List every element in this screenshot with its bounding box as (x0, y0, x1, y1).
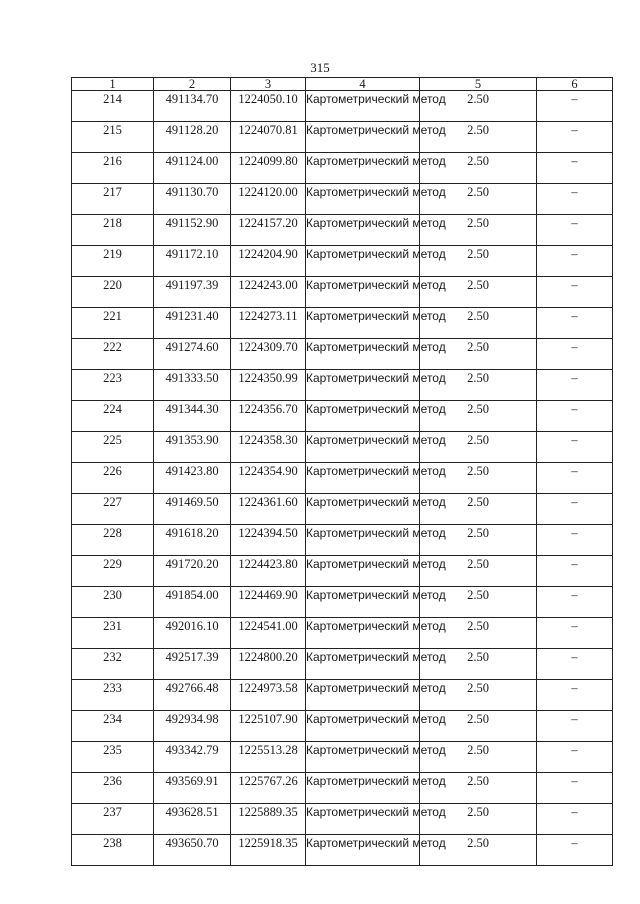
x-coordinate-cell: 491469.50 (154, 494, 231, 525)
column-header-3: 3 (231, 78, 306, 91)
y-coordinate-cell: 1224050.10 (231, 91, 306, 122)
precision-cell: 2.50 (420, 773, 537, 804)
x-coordinate-cell: 491333.50 (154, 370, 231, 401)
column-header-6: 6 (537, 78, 613, 91)
table-row (72, 773, 613, 804)
x-coordinate-cell: 491353.90 (154, 432, 231, 463)
note-cell: – (537, 742, 613, 773)
precision-cell: 2.50 (420, 680, 537, 711)
table-row (72, 649, 613, 680)
method-cell: Картометрический метод (306, 618, 420, 649)
point-number-cell: 228 (72, 525, 154, 556)
x-coordinate-cell: 491423.80 (154, 463, 231, 494)
x-coordinate-cell: 491128.20 (154, 122, 231, 153)
precision-cell: 2.50 (420, 370, 537, 401)
point-number-cell: 233 (72, 680, 154, 711)
table-row (72, 277, 613, 308)
x-coordinate-cell: 491854.00 (154, 587, 231, 618)
note-cell: – (537, 432, 613, 463)
table-row (72, 91, 613, 122)
point-number-cell: 218 (72, 215, 154, 246)
table-row (72, 432, 613, 463)
point-number-cell: 221 (72, 308, 154, 339)
y-coordinate-cell: 1224350.99 (231, 370, 306, 401)
point-number-cell: 235 (72, 742, 154, 773)
note-cell: – (537, 804, 613, 835)
precision-cell: 2.50 (420, 246, 537, 277)
method-cell: Картометрический метод (306, 401, 420, 432)
point-number-cell: 222 (72, 339, 154, 370)
method-cell: Картометрический метод (306, 91, 420, 122)
point-number-cell: 232 (72, 649, 154, 680)
point-number-cell: 231 (72, 618, 154, 649)
precision-cell: 2.50 (420, 742, 537, 773)
table-row (72, 463, 613, 494)
x-coordinate-cell: 492016.10 (154, 618, 231, 649)
x-coordinate-cell: 492517.39 (154, 649, 231, 680)
x-coordinate-cell: 492766.48 (154, 680, 231, 711)
method-cell: Картометрический метод (306, 339, 420, 370)
y-coordinate-cell: 1225513.28 (231, 742, 306, 773)
method-cell: Картометрический метод (306, 215, 420, 246)
note-cell: – (537, 556, 613, 587)
method-cell: Картометрический метод (306, 308, 420, 339)
table-row (72, 556, 613, 587)
x-coordinate-cell: 491231.40 (154, 308, 231, 339)
table-row (72, 804, 613, 835)
method-cell: Картометрический метод (306, 184, 420, 215)
precision-cell: 2.50 (420, 215, 537, 246)
precision-cell: 2.50 (420, 649, 537, 680)
table-row (72, 680, 613, 711)
x-coordinate-cell: 491618.20 (154, 525, 231, 556)
point-number-cell: 215 (72, 122, 154, 153)
x-coordinate-cell: 493628.51 (154, 804, 231, 835)
precision-cell: 2.50 (420, 556, 537, 587)
y-coordinate-cell: 1224309.70 (231, 339, 306, 370)
x-coordinate-cell: 491197.39 (154, 277, 231, 308)
y-coordinate-cell: 1224541.00 (231, 618, 306, 649)
y-coordinate-cell: 1224120.00 (231, 184, 306, 215)
y-coordinate-cell: 1224354.90 (231, 463, 306, 494)
precision-cell: 2.50 (420, 587, 537, 618)
table-row (72, 246, 613, 277)
x-coordinate-cell: 493342.79 (154, 742, 231, 773)
x-coordinate-cell: 492934.98 (154, 711, 231, 742)
note-cell: – (537, 494, 613, 525)
precision-cell: 2.50 (420, 525, 537, 556)
point-number-cell: 238 (72, 835, 154, 866)
point-number-cell: 216 (72, 153, 154, 184)
column-header-2: 2 (154, 78, 231, 91)
precision-cell: 2.50 (420, 804, 537, 835)
table-row (72, 494, 613, 525)
y-coordinate-cell: 1224243.00 (231, 277, 306, 308)
point-number-cell: 223 (72, 370, 154, 401)
method-cell: Картометрический метод (306, 122, 420, 153)
y-coordinate-cell: 1224423.80 (231, 556, 306, 587)
note-cell: – (537, 91, 613, 122)
y-coordinate-cell: 1224356.70 (231, 401, 306, 432)
method-cell: Картометрический метод (306, 525, 420, 556)
point-number-cell: 217 (72, 184, 154, 215)
method-cell: Картометрический метод (306, 587, 420, 618)
method-cell: Картометрический метод (306, 804, 420, 835)
note-cell: – (537, 587, 613, 618)
table-row (72, 153, 613, 184)
method-cell: Картометрический метод (306, 432, 420, 463)
y-coordinate-cell: 1225889.35 (231, 804, 306, 835)
table-row (72, 742, 613, 773)
table-row (72, 711, 613, 742)
precision-cell: 2.50 (420, 339, 537, 370)
note-cell: – (537, 122, 613, 153)
table-row (72, 370, 613, 401)
x-coordinate-cell: 491344.30 (154, 401, 231, 432)
point-number-cell: 237 (72, 804, 154, 835)
method-cell: Картометрический метод (306, 680, 420, 711)
precision-cell: 2.50 (420, 835, 537, 866)
y-coordinate-cell: 1225767.26 (231, 773, 306, 804)
precision-cell: 2.50 (420, 401, 537, 432)
precision-cell: 2.50 (420, 277, 537, 308)
column-header-5: 5 (420, 78, 537, 91)
y-coordinate-cell: 1224070.81 (231, 122, 306, 153)
note-cell: – (537, 277, 613, 308)
header-row (72, 78, 613, 91)
point-number-cell: 234 (72, 711, 154, 742)
note-cell: – (537, 308, 613, 339)
precision-cell: 2.50 (420, 153, 537, 184)
note-cell: – (537, 153, 613, 184)
table-row (72, 587, 613, 618)
note-cell: – (537, 525, 613, 556)
y-coordinate-cell: 1224469.90 (231, 587, 306, 618)
note-cell: – (537, 339, 613, 370)
table-row (72, 339, 613, 370)
x-coordinate-cell: 491172.10 (154, 246, 231, 277)
note-cell: – (537, 370, 613, 401)
note-cell: – (537, 184, 613, 215)
precision-cell: 2.50 (420, 432, 537, 463)
precision-cell: 2.50 (420, 91, 537, 122)
point-number-cell: 225 (72, 432, 154, 463)
x-coordinate-cell: 491124.00 (154, 153, 231, 184)
table-row (72, 525, 613, 556)
column-header-4: 4 (306, 78, 420, 91)
x-coordinate-cell: 491720.20 (154, 556, 231, 587)
table-row (72, 835, 613, 866)
point-number-cell: 219 (72, 246, 154, 277)
y-coordinate-cell: 1224394.50 (231, 525, 306, 556)
method-cell: Картометрический метод (306, 246, 420, 277)
method-cell: Картометрический метод (306, 494, 420, 525)
y-coordinate-cell: 1225107.90 (231, 711, 306, 742)
x-coordinate-cell: 491274.60 (154, 339, 231, 370)
table-row (72, 401, 613, 432)
page-number: 315 (310, 60, 330, 75)
table-row (72, 308, 613, 339)
point-number-cell: 224 (72, 401, 154, 432)
precision-cell: 2.50 (420, 618, 537, 649)
x-coordinate-cell: 491130.70 (154, 184, 231, 215)
point-number-cell: 220 (72, 277, 154, 308)
note-cell: – (537, 618, 613, 649)
method-cell: Картометрический метод (306, 835, 420, 866)
method-cell: Картометрический метод (306, 463, 420, 494)
coordinates-table (71, 77, 613, 866)
method-cell: Картометрический метод (306, 773, 420, 804)
point-number-cell: 214 (72, 91, 154, 122)
method-cell: Картометрический метод (306, 556, 420, 587)
y-coordinate-cell: 1224361.60 (231, 494, 306, 525)
method-cell: Картометрический метод (306, 711, 420, 742)
note-cell: – (537, 773, 613, 804)
note-cell: – (537, 680, 613, 711)
column-header-1: 1 (72, 78, 154, 91)
note-cell: – (537, 401, 613, 432)
method-cell: Картометрический метод (306, 742, 420, 773)
note-cell: – (537, 463, 613, 494)
x-coordinate-cell: 493569.91 (154, 773, 231, 804)
precision-cell: 2.50 (420, 308, 537, 339)
y-coordinate-cell: 1224099.80 (231, 153, 306, 184)
note-cell: – (537, 246, 613, 277)
note-cell: – (537, 835, 613, 866)
y-coordinate-cell: 1224973.58 (231, 680, 306, 711)
y-coordinate-cell: 1225918.35 (231, 835, 306, 866)
y-coordinate-cell: 1224157.20 (231, 215, 306, 246)
method-cell: Картометрический метод (306, 153, 420, 184)
note-cell: – (537, 215, 613, 246)
method-cell: Картометрический метод (306, 370, 420, 401)
precision-cell: 2.50 (420, 711, 537, 742)
table-row (72, 184, 613, 215)
point-number-cell: 229 (72, 556, 154, 587)
note-cell: – (537, 711, 613, 742)
y-coordinate-cell: 1224273.11 (231, 308, 306, 339)
point-number-cell: 227 (72, 494, 154, 525)
point-number-cell: 236 (72, 773, 154, 804)
y-coordinate-cell: 1224204.90 (231, 246, 306, 277)
x-coordinate-cell: 491152.90 (154, 215, 231, 246)
precision-cell: 2.50 (420, 122, 537, 153)
table-body (72, 91, 613, 866)
note-cell: – (537, 649, 613, 680)
x-coordinate-cell: 493650.70 (154, 835, 231, 866)
precision-cell: 2.50 (420, 494, 537, 525)
table-row (72, 618, 613, 649)
y-coordinate-cell: 1224358.30 (231, 432, 306, 463)
point-number-cell: 226 (72, 463, 154, 494)
precision-cell: 2.50 (420, 184, 537, 215)
table-row (72, 122, 613, 153)
y-coordinate-cell: 1224800.20 (231, 649, 306, 680)
table-row (72, 215, 613, 246)
precision-cell: 2.50 (420, 463, 537, 494)
x-coordinate-cell: 491134.70 (154, 91, 231, 122)
point-number-cell: 230 (72, 587, 154, 618)
method-cell: Картометрический метод (306, 649, 420, 680)
method-cell: Картометрический метод (306, 277, 420, 308)
